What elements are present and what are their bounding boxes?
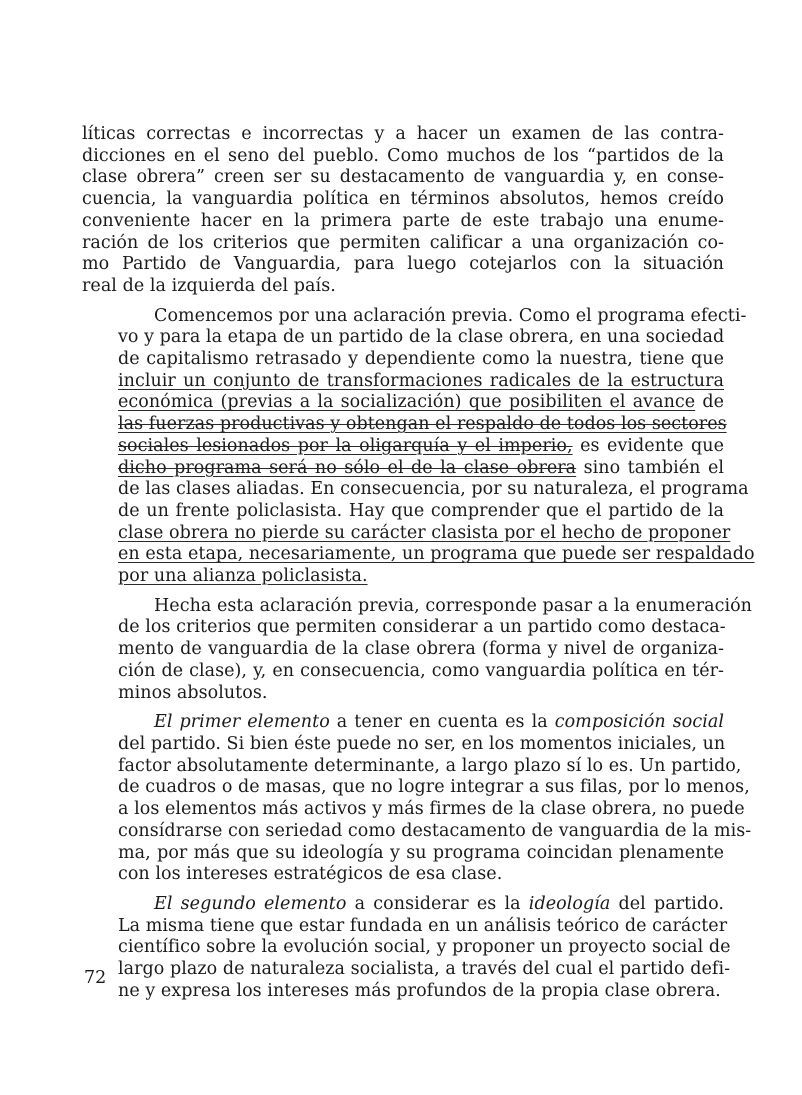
page-number: 72 (84, 968, 107, 988)
paragraph (82, 893, 731, 1003)
text-run: a considerar es la (346, 893, 529, 914)
text-run: de un frente policlasista. Hay que comprender que el partido de la (118, 500, 724, 521)
text-line (82, 820, 752, 843)
underlined-phrase: incluir un conjunto de transformaciones radicales de la estructura (118, 370, 724, 391)
text-line (82, 683, 724, 705)
paragraph (82, 124, 724, 298)
text-run: minos absolutos. (118, 682, 268, 703)
text-run: de cuadros o de masas, que no logre integrar a sus filas, por lo menos, (118, 777, 750, 798)
underlined-phrase: en esta etapa, necesariamente, un programa que puede ser respaldado (118, 544, 755, 565)
text-run: mento de vanguardia de la clase obrera (forma y nivel de organiza- (118, 639, 724, 660)
text-run: a tener en cuenta es la (329, 712, 555, 733)
text-line (82, 617, 724, 639)
text-line (82, 479, 749, 501)
text-line (82, 734, 724, 756)
text-run: Comencemos por una aclaración previa. Como el programa efecti- (154, 305, 747, 326)
text-run: de los criterios que permiten considerar a un partido como destaca- (118, 617, 726, 638)
text-line (82, 894, 724, 916)
text-line (82, 639, 724, 661)
text-line (82, 915, 728, 938)
text-line (82, 544, 755, 566)
text-line (82, 566, 724, 588)
text-run: vo y para la etapa de un partido de la clase obrera, en una sociedad (118, 327, 725, 348)
text-column (82, 124, 755, 1002)
text-run: consídrarse con seriedad como destacamento de vanguardia de la mis- (118, 820, 752, 841)
text-line: cuencia, la vanguardia política en términos absolutos, hemos creído (82, 189, 724, 210)
underlined-phrase: por una alianza policlasista. (118, 566, 368, 587)
text-run: largo plazo de naturaleza socialista, a través del cual el partido defi- (118, 959, 731, 980)
text-line: conveniente hacer en la primera parte de este trabajo una enume- (82, 210, 724, 231)
text-line (82, 371, 724, 393)
text-line (82, 349, 724, 371)
text-line (82, 327, 724, 349)
text-line (82, 661, 724, 683)
text-line (82, 436, 724, 458)
text-run: es evidente que (572, 435, 725, 456)
text-run: factor absolutamente determinante, a largo plazo sí lo es. Un partido, (118, 755, 742, 776)
text-line: ración de los criterios que permiten calificar a una organización co- (82, 232, 724, 253)
italic-phrase: ideología (528, 893, 611, 914)
text-line: clase obrera” creen ser su destacamento de vanguardia y, en conse- (82, 167, 724, 188)
text-line (82, 777, 750, 799)
text-line (82, 305, 747, 328)
text-line (82, 414, 727, 436)
text-run: de las clases aliadas. En consecuencia, por su naturaleza, el programa (118, 479, 749, 500)
text-run: sino también el (576, 457, 724, 478)
text-line (82, 458, 724, 480)
underlined-phrase: dicho programa será no sólo el de la clase obrera (118, 457, 577, 478)
text-line (82, 937, 731, 959)
paragraph (82, 712, 752, 886)
italic-phrase: El primer elemento (154, 712, 330, 733)
text-run: ne y expresa los intereses más profundos de la propia clase obrera. (118, 980, 721, 1001)
text-run: del partido. Si bien éste puede no ser, en los momentos iniciales, un (118, 733, 726, 754)
text-line (82, 522, 731, 545)
text-run: Hecha esta aclaración previa, corresponde pasar a la enumeración (154, 595, 753, 616)
text-line (82, 843, 724, 865)
italic-phrase: El segundo elemento (154, 893, 347, 914)
text-run: ción de clase), y, en consecuencia, como vanguardia política en tér- (118, 660, 724, 681)
paragraph (82, 305, 755, 588)
text-line (82, 864, 724, 886)
text-line: real de la izquierda del país. (82, 275, 336, 296)
underlined-phrase: económica (previas a la socialización) que posibiliten el avance (118, 392, 696, 413)
text-line: dicciones en el seno del pueblo. Como muchos de los “partidos de la (82, 145, 724, 166)
text-line: mo Partido de Vanguardia, para luego cotejarlos con la situación (82, 254, 724, 275)
text-run: de (695, 392, 724, 413)
text-line (82, 392, 724, 414)
text-run: con los intereses estratégicos de esa clase. (118, 864, 503, 885)
text-line (82, 959, 731, 981)
text-run: científico sobre la evolución social, y proponer un proyecto social de (118, 937, 731, 958)
underlined-phrase: sociales lesionados por la oligarquía y el imperio, (118, 435, 573, 456)
text-line (82, 755, 742, 778)
text-run: del partido. (610, 893, 724, 914)
underlined-phrase: clase obrera no pierde su carácter clasista por el hecho de proponer (118, 522, 731, 543)
text-line (82, 712, 724, 734)
underlined-phrase: las fuerzas productivas y obtengan el respaldo de todos los sectores (118, 414, 727, 435)
text-run: La misma tiene que estar fundada en un análisis teórico de carácter (118, 915, 728, 936)
text-line (82, 799, 745, 821)
text-run: ma, por más que su ideología y su programa coincidan plenamente (118, 842, 724, 863)
text-line (82, 501, 724, 523)
text-run: de capitalismo retrasado y dependiente como la nuestra, tiene que (118, 349, 724, 370)
text-line: líticas correctas e incorrectas y a hacer un examen de las contra- (82, 124, 724, 144)
text-line (82, 595, 753, 618)
italic-phrase: composición social (554, 712, 724, 733)
text-line (82, 981, 724, 1003)
paragraph (82, 595, 753, 705)
text-run: a los elementos más activos y más firmes de la clase obrera, no puede (118, 799, 745, 820)
